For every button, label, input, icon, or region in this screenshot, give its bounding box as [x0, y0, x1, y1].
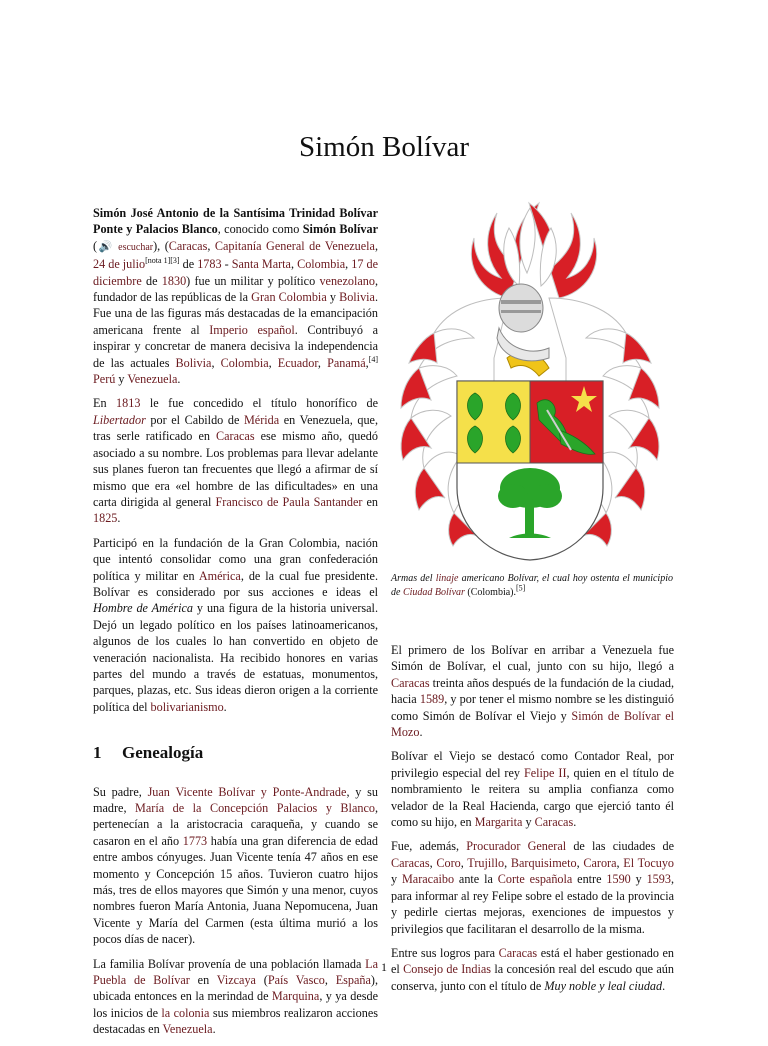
short-name: Simón Bolívar	[302, 222, 378, 237]
link-pais-vasco[interactable]: País Vasco	[267, 973, 325, 988]
link-maracaibo[interactable]: Maracaibo	[401, 872, 455, 887]
left-column	[93, 205, 378, 1046]
speaker-icon[interactable]: 🔊	[97, 240, 114, 253]
link-marquina[interactable]: Marquina	[271, 989, 320, 1004]
section-number: 1	[93, 743, 102, 763]
genealogy-paragraph-2: La familia Bolívar provenía de una población llamada La Puebla de Bolívar en Vizcaya (País Vasco, España), ubicada entonces en la merindad de Marquina, y ya desde los inicios de la colonia sus miembros realizaron acciones destacadas en Venezuela.	[93, 956, 379, 1037]
link-santa-marta[interactable]: Santa Marta	[231, 257, 291, 272]
link-madre[interactable]: María de la Concepción Palacios y Blanco	[135, 801, 375, 815]
link-caracas[interactable]: Caracas	[168, 238, 208, 253]
link-colombia[interactable]: Colombia	[220, 355, 269, 370]
intro-paragraph-2: En 1813 le fue concedido el título honorífico de Libertador por el Cabildo de Mérida en Venezuela, que, tras serle ratificado en Caracas ese mismo año, quedó asociado a su nombre. Los problemas para llevar adelante sus planes fueron tan frecuentes que llegó a afirmar de sí mismo que era «el hombre de las dificultades» en una carta dirigida al general Francisco de Paula Santander en 1825.	[93, 396, 378, 526]
link-1773[interactable]: 1773	[182, 833, 208, 848]
link-simon-el-mozo[interactable]: Simón de Bolívar el Mozo	[391, 708, 675, 740]
link-colonia[interactable]: la colonia	[161, 1005, 210, 1020]
link-margarita[interactable]: Margarita	[474, 815, 523, 830]
section-title: Genealogía	[122, 743, 204, 763]
genealogy-paragraph-1: Su padre, Juan Vicente Bolívar y Ponte-Andrade, y su madre, María de la Concepción Palacios y Blanco, pertenecían a la aristocracia caraqueña, y cuando se casaron en el año 1773 había una gran diferencia de edad entre ambos cónyuges. Juan Vicente tenía 47 años en ese momento y Concepción 15 años. Tuvieron cuatro hijos más, tres de ellos mayores que Simón y una menor, cuyos nombres fueron María Antonia, Juana Nepomucena, Juan Vicente y María del Carmen (esta última murió a los pocos días de nacer).	[93, 784, 378, 947]
link-espana[interactable]: España	[335, 973, 371, 988]
link-linaje[interactable]: linaje	[435, 573, 459, 584]
link-merida[interactable]: Mérida	[243, 412, 280, 427]
listen-link[interactable]: escuchar	[118, 241, 154, 253]
link-1783[interactable]: 1783	[197, 257, 222, 272]
section-heading	[93, 745, 378, 761]
link-peru[interactable]: Perú	[93, 372, 116, 387]
footnote-ref[interactable]: [nota 1][3]	[145, 256, 180, 266]
link-corte-espanola[interactable]: Corte española	[497, 872, 573, 887]
link-padre[interactable]: Juan Vicente Bolívar y Ponte-Andrade	[147, 784, 347, 799]
full-name: Simón José Antonio de la Santísima Trinidad Bolívar Ponte y Palacios Blanco	[93, 206, 378, 237]
link-death-date[interactable]: 17 de diciembre	[93, 257, 379, 288]
link-puebla-de-bolivar[interactable]: La Puebla de Bolívar	[93, 956, 378, 988]
page-title: Simón Bolívar	[299, 131, 469, 164]
genealogy-paragraph-6: Entre sus logros para Caracas está el haber gestionado en el Consejo de Indias la concesión real del escudo que aún conserva, junto con el título de Muy noble y leal ciudad.	[391, 945, 674, 993]
link-bolivia[interactable]: Bolivia	[339, 290, 375, 305]
intro-paragraph-3: Participó en la fundación de la Gran Colombia, nación que intentó consolidar como una gran confederación política y militar en América, de la cual fue presidente. Bolívar es considerado por sus acciones e ideas el Hombre de América y una figura de la historia universal. Dejó un legado político en los países latinoamericanos, algunos de los cuales lo han convertido en objeto de veneración nacionalista. Ha recibido honores en varias partes del mundo a través de estatuas, monumentos, parques, plazas, etc. Sus ideas dieron origen a la corriente política del bolivarianismo.	[93, 535, 378, 714]
link-consejo-de-indias[interactable]: Consejo de Indias	[403, 962, 492, 977]
link-bolivia[interactable]: Bolivia	[175, 355, 212, 370]
link-caracas[interactable]: Caracas	[498, 945, 538, 960]
link-ecuador[interactable]: Ecuador	[277, 355, 318, 370]
link-bolivarianismo[interactable]: bolivarianismo	[150, 699, 224, 714]
genealogy-paragraph-4: Bolívar el Viejo se destacó como Contador Real, por privilegio especial del rey Felipe II, quien en el título de nombramiento le reitera su amplia confianza como velador de la Real Hacienda, cargo que ejerció tanto él como su hijo, en Margarita y Caracas.	[391, 749, 674, 830]
intro-paragraph-1: Simón José Antonio de la Santísima Trinidad Bolívar Ponte y Palacios Blanco, conocido como Simón Bolívar (🔊 escuchar), (Caracas, Capitanía General de Venezuela, 24 de julio[nota 1][3] de 1783 - Santa Marta, Colombia, 17 de diciembre de 1830) fue un militar y político venezolano, fundador de las repúblicas de la Gran Colombia y Bolivia. Fue una de las figuras más destacadas de la emancipación americana frente al Imperio español. Contribuyó a inspirar y concretar de manera decisiva la independencia de las actuales Bolivia, Colombia, Ecuador, Panamá,[4] Perú y Venezuela.	[93, 206, 379, 387]
link-venezuela[interactable]: Venezuela	[127, 372, 178, 387]
figure-caption: Armas del linaje americano Bolívar, el cual hoy ostenta el municipio de Ciudad Bolívar (Colombia).[5]	[391, 573, 673, 598]
link-colombia[interactable]: Colombia	[297, 257, 346, 272]
page-number: 1	[381, 960, 387, 974]
coat-of-arms-image	[389, 198, 671, 563]
link-coro[interactable]: Coro	[436, 855, 461, 870]
genealogy-paragraph-3: El primero de los Bolívar en arribar a Venezuela fue Simón de Bolívar, el cual, junto con su hijo, llegó a Caracas treinta años después de la fundación de la ciudad, hacia 1589, y por tener el mismo nombre se les distinguió como Simón de Bolívar el Viejo y Simón de Bolívar el Mozo.	[391, 643, 675, 740]
right-column	[391, 642, 674, 1002]
link-1590[interactable]: 1590	[606, 872, 631, 887]
helmet	[497, 284, 549, 376]
link-santander[interactable]: Francisco de Paula Santander	[215, 494, 363, 509]
link-caracas[interactable]: Caracas	[216, 429, 255, 444]
link-birth-date[interactable]: 24 de julio	[93, 257, 146, 272]
link-panama[interactable]: Panamá	[327, 355, 366, 370]
coat-of-arms-figure	[389, 198, 671, 567]
link-felipe-ii[interactable]: Felipe II	[523, 765, 567, 780]
link-trujillo[interactable]: Trujillo	[467, 855, 505, 870]
link-1593[interactable]: 1593	[646, 872, 671, 887]
link-vizcaya[interactable]: Vizcaya	[216, 973, 256, 988]
link-procurador[interactable]: Procurador General	[466, 839, 567, 854]
link-caracas[interactable]: Caracas	[391, 855, 430, 870]
link-capitania[interactable]: Capitanía General de Venezuela	[214, 238, 375, 253]
footnote-ref[interactable]: [4]	[368, 354, 379, 364]
link-gran-colombia[interactable]: Gran Colombia	[251, 290, 327, 305]
link-libertador[interactable]: Libertador	[93, 412, 146, 427]
link-caracas[interactable]: Caracas	[391, 675, 430, 690]
link-venezolano[interactable]: venezolano	[319, 273, 375, 288]
link-carora[interactable]: Carora	[583, 855, 617, 870]
link-imperio-espanol[interactable]: Imperio español	[209, 322, 295, 337]
footnote-ref[interactable]: [5]	[516, 583, 526, 593]
link-ciudad-bolivar[interactable]: Ciudad Bolívar	[402, 586, 465, 598]
link-1830[interactable]: 1830	[161, 273, 187, 288]
link-venezuela[interactable]: Venezuela	[162, 1022, 213, 1037]
plume	[504, 208, 556, 286]
city-title: Muy noble y leal ciudad	[544, 978, 663, 993]
link-barquisimeto[interactable]: Barquisimeto	[510, 855, 577, 870]
link-caracas[interactable]: Caracas	[534, 815, 574, 830]
genealogy-paragraph-5: Fue, además, Procurador General de las ciudades de Caracas, Coro, Trujillo, Barquisimeto, Carora, El Tocuyo y Maracaibo ante la Corte española entre 1590 y 1593, para informar al rey Felipe sobre el estado de la provincia y pedirle ciertas mejoras, exenciones de impuestos y privilegios que facilitaran el desarrollo de la misma.	[391, 839, 675, 936]
shield	[457, 381, 603, 560]
link-1589[interactable]: 1589	[419, 692, 445, 707]
link-america[interactable]: América	[198, 568, 241, 583]
link-1825[interactable]: 1825	[93, 511, 118, 526]
link-1813[interactable]: 1813	[116, 396, 141, 411]
link-el-tocuyo[interactable]: El Tocuyo	[623, 855, 675, 870]
hombre-de-america: Hombre de América	[93, 601, 193, 616]
